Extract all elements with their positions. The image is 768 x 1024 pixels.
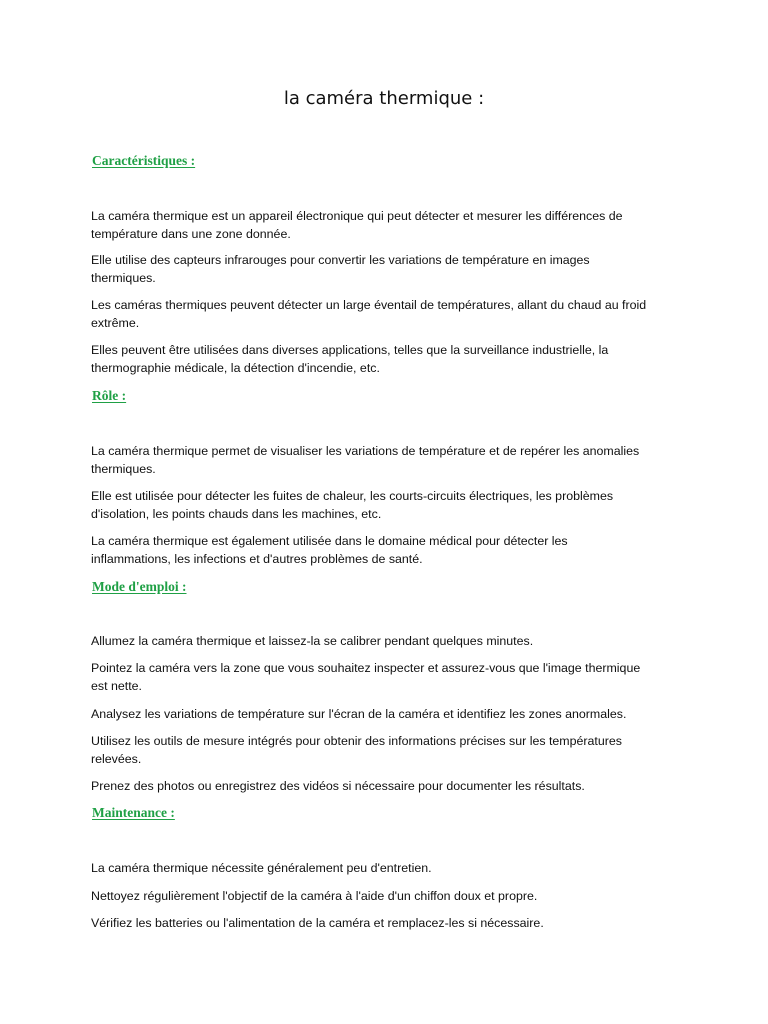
paragraph-line: Analysez les variations de température sur l'écran de la caméra et identifiez les zones anormales. xyxy=(91,707,627,721)
paragraph-line: La caméra thermique est également utilisée dans le domaine médical pour détecter les xyxy=(91,534,568,548)
paragraph-line: thermographie médicale, la détection d'incendie, etc. xyxy=(91,361,380,375)
paragraph xyxy=(91,732,691,768)
paragraph-line: Elles peuvent être utilisées dans diverses applications, telles que la surveillance industrielle, la xyxy=(91,343,609,357)
paragraph-line: est nette. xyxy=(91,679,142,693)
paragraph xyxy=(91,251,691,287)
paragraph-line: thermiques. xyxy=(91,462,156,476)
paragraph-line: relevées. xyxy=(91,752,142,766)
paragraph-line: d'isolation, les points chauds dans les machines, etc. xyxy=(91,507,382,521)
section-heading-maintenance: Maintenance : xyxy=(92,805,175,820)
paragraph xyxy=(91,296,691,332)
paragraph xyxy=(91,777,691,795)
paragraph xyxy=(91,532,691,568)
paragraph-line: Vérifiez les batteries ou l'alimentation de la caméra et remplacez-les si nécessaire. xyxy=(91,916,544,930)
paragraph xyxy=(91,487,691,523)
document-title: la caméra thermique : xyxy=(283,88,485,109)
section-heading-mode-emploi: Mode d'emploi : xyxy=(92,579,187,594)
paragraph xyxy=(91,705,691,723)
paragraph-line: Utilisez les outils de mesure intégrés pour obtenir des informations précises sur les températures xyxy=(91,734,622,748)
section-heading-caracteristiques: Caractéristiques : xyxy=(92,153,196,168)
section-heading-role: Rôle : xyxy=(92,388,127,403)
paragraph xyxy=(91,341,691,377)
paragraph-line: Allumez la caméra thermique et laissez-la se calibrer pendant quelques minutes. xyxy=(91,634,534,648)
paragraph-line: La caméra thermique nécessite généralement peu d'entretien. xyxy=(91,861,432,875)
paragraph-line: température dans une zone donnée. xyxy=(91,227,291,241)
paragraph-line: inflammations, les infections et d'autres problèmes de santé. xyxy=(91,552,423,566)
paragraph-line: Pointez la caméra vers la zone que vous souhaitez inspecter et assurez-vous que l'image thermique xyxy=(91,661,641,675)
paragraph-line: La caméra thermique est un appareil électronique qui peut détecter et mesurer les différences de xyxy=(91,209,623,223)
paragraph-line: Nettoyez régulièrement l'objectif de la caméra à l'aide d'un chiffon doux et propre. xyxy=(91,889,538,903)
paragraph xyxy=(91,207,691,243)
paragraph-line: extrême. xyxy=(91,316,140,330)
paragraph-line: Les caméras thermiques peuvent détecter un large éventail de températures, allant du chaud au froid xyxy=(91,298,647,312)
paragraph-line: La caméra thermique permet de visualiser les variations de température et de repérer les anomalies xyxy=(91,444,640,458)
paragraph xyxy=(91,659,691,695)
paragraph-line: thermiques. xyxy=(91,271,156,285)
paragraph-line: Prenez des photos ou enregistrez des vidéos si nécessaire pour documenter les résultats. xyxy=(91,779,585,793)
paragraph xyxy=(91,632,691,650)
paragraph xyxy=(91,887,691,905)
paragraph-line: Elle utilise des capteurs infrarouges pour convertir les variations de température en images xyxy=(91,253,590,267)
paragraph xyxy=(91,859,691,877)
paragraph-line: Elle est utilisée pour détecter les fuites de chaleur, les courts-circuits électriques, les problèmes xyxy=(91,489,614,503)
paragraph xyxy=(91,914,691,932)
paragraph xyxy=(91,442,691,478)
